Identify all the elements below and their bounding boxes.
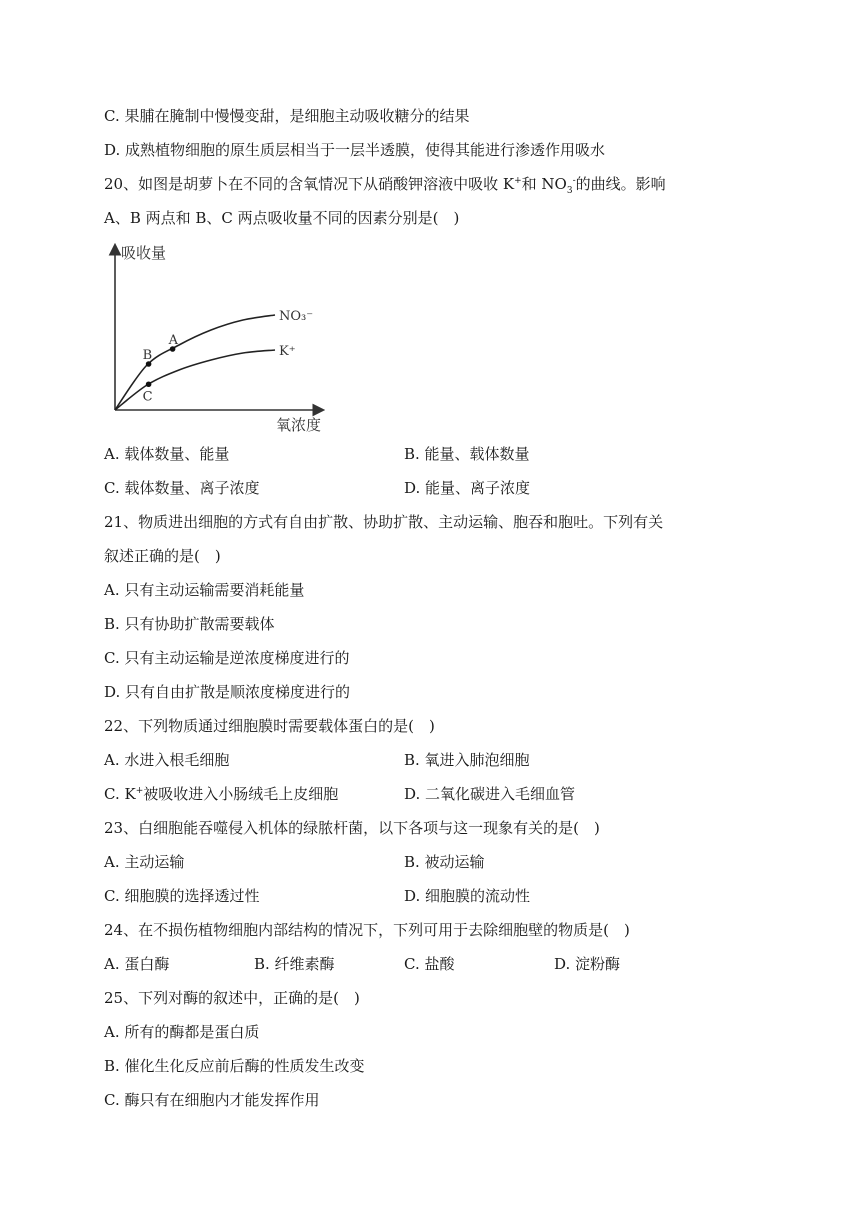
q20-option-b: B. 能量、载体数量	[404, 445, 530, 463]
point-c	[146, 381, 152, 387]
q21-stem: 21、物质进出细胞的方式有自由扩散、协助扩散、主动运输、胞吞和胞吐。下列有关	[104, 513, 664, 531]
q21-option-c: C. 只有主动运输是逆浓度梯度进行的	[104, 649, 350, 667]
q23-option-d: D. 细胞膜的流动性	[404, 887, 531, 905]
q19-option-c: C. 果脯在腌制中慢慢变甜，是细胞主动吸收糖分的结果	[104, 107, 470, 125]
q20-stem	[104, 174, 666, 194]
q24-option-b: B. 纤维素酶	[254, 955, 335, 973]
point-label-a: A	[168, 333, 178, 348]
q21-option-d: D. 只有自由扩散是顺浓度梯度进行的	[104, 683, 351, 701]
q20-stem-part3: 的曲线。影响	[575, 175, 666, 193]
q23-option-c: C. 细胞膜的选择透过性	[104, 887, 260, 905]
q23-option-b: B. 被动运输	[404, 853, 485, 871]
q23-stem: 23、白细胞能吞噬侵入机体的绿脓杆菌，以下各项与这一现象有关的是( )	[104, 819, 600, 837]
absorption-chart	[100, 238, 340, 438]
q22-option-c	[104, 784, 338, 804]
x-axis-label: 氧浓度	[276, 416, 322, 434]
q22-option-a: A. 水进入根毛细胞	[104, 751, 230, 769]
q24-option-a: A. 蛋白酶	[104, 955, 170, 973]
q22-option-c-part1: C. K	[104, 785, 136, 803]
q22-option-b: B. 氧进入肺泡细胞	[404, 751, 530, 769]
q21-stem-line2: 叙述正确的是( )	[104, 547, 221, 565]
q22-option-c-part2: 被吸收进入小肠绒毛上皮细胞	[143, 785, 339, 803]
y-axis-label: 吸收量	[121, 244, 167, 262]
q20-stem-line2: A、B 两点和 B、C 两点吸收量不同的因素分别是( )	[104, 209, 460, 227]
q24-option-c: C. 盐酸	[404, 955, 455, 973]
q20-no3-subscript: 3	[566, 186, 573, 196]
q20-stem-part1: 20、如图是胡萝卜在不同的含氧情况下从硝酸钾溶液中吸收 K	[104, 175, 515, 193]
q20-no3-superscript: -	[572, 176, 576, 186]
q20-option-a: A. 载体数量、能量	[104, 445, 230, 463]
q23-option-a: A. 主动运输	[104, 853, 185, 871]
q20-option-d: D. 能量、离子浓度	[404, 479, 531, 497]
q22-option-d: D. 二氧化碳进入毛细血管	[404, 785, 576, 803]
q24-stem: 24、在不损伤植物细胞内部结构的情况下，下列可用于去除细胞壁的物质是( )	[104, 921, 630, 939]
series-line-k	[115, 350, 275, 410]
q22-k-superscript: +	[135, 786, 144, 796]
q25-option-c: C. 酶只有在细胞内才能发挥作用	[104, 1091, 320, 1109]
point-label-c: C	[142, 389, 153, 405]
series-line-no3	[115, 315, 275, 410]
q19-option-d: D. 成熟植物细胞的原生质层相当于一层半透膜，使得其能进行渗透作用吸水	[104, 141, 606, 159]
q21-option-a: A. 只有主动运输需要消耗能量	[104, 581, 305, 599]
point-label-b: B	[142, 348, 153, 363]
q22-stem: 22、下列物质通过细胞膜时需要载体蛋白的是( )	[104, 717, 435, 735]
series-label-k: K⁺	[279, 344, 296, 359]
q25-option-b: B. 催化生化反应前后酶的性质发生改变	[104, 1057, 365, 1075]
q20-k-superscript: +	[514, 176, 522, 186]
q20-option-c: C. 载体数量、离子浓度	[104, 479, 260, 497]
q21-option-b: B. 只有协助扩散需要载体	[104, 615, 275, 633]
series-label-no3: NO₃⁻	[279, 309, 314, 324]
q20-stem-part2: 和 NO	[521, 175, 567, 193]
q25-stem: 25、下列对酶的叙述中，正确的是( )	[104, 989, 360, 1007]
q25-option-a: A. 所有的酶都是蛋白质	[104, 1023, 260, 1041]
q24-option-d: D. 淀粉酶	[554, 955, 621, 973]
